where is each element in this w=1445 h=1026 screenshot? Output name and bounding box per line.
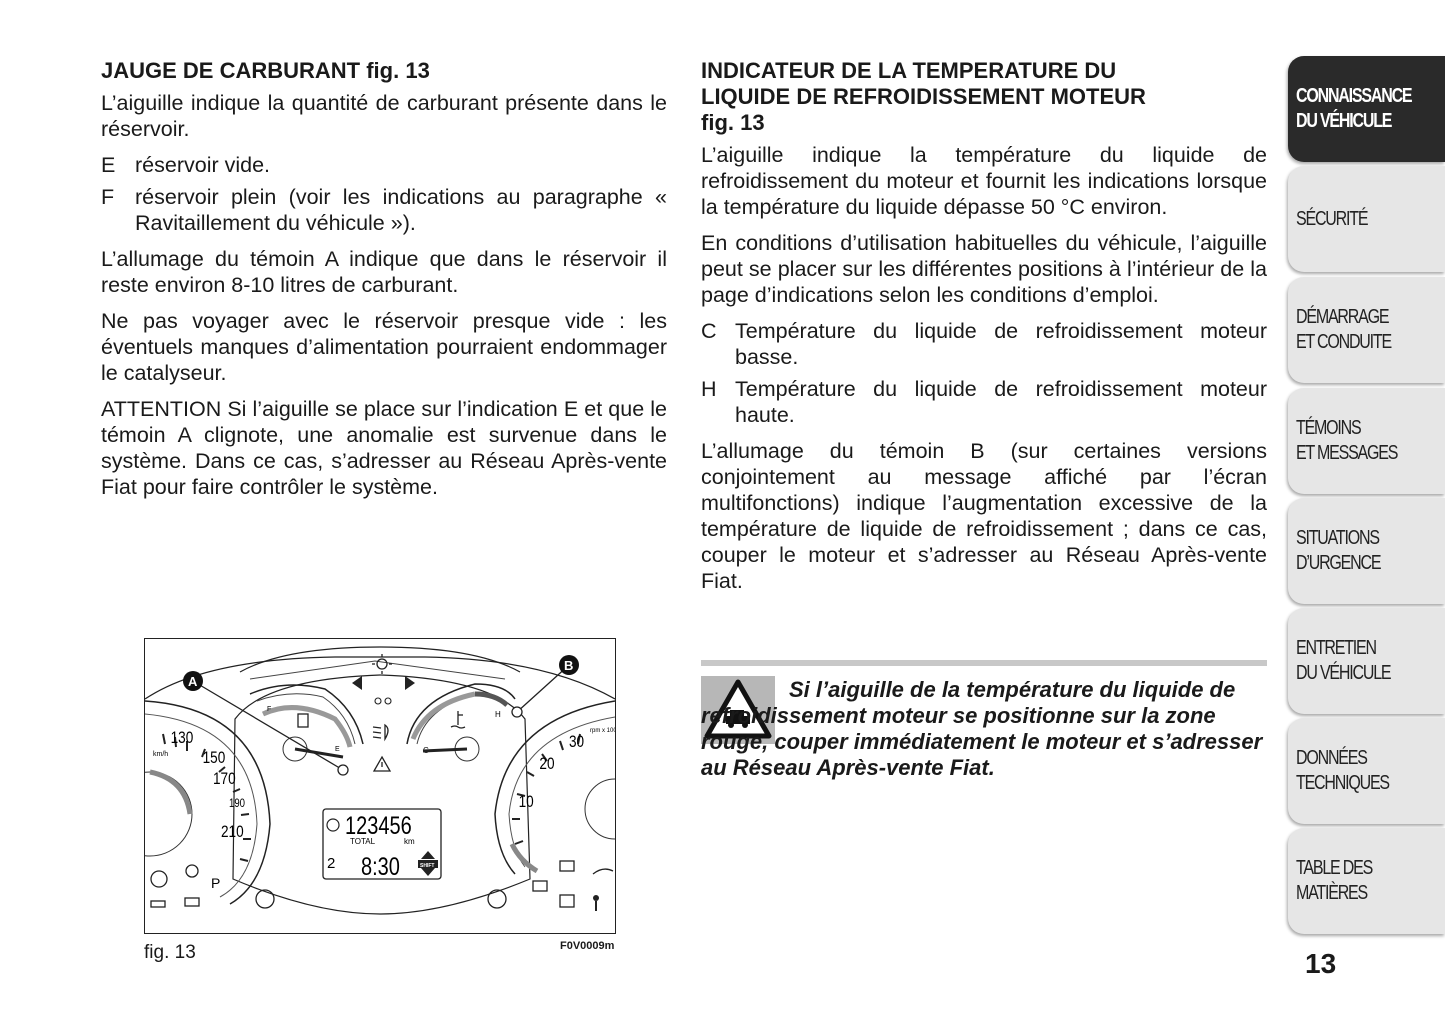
- temperature-para-2: En conditions d’utilisation habituelles du véhicule, l’aiguille peut se placer sur les différentes positions à l’intérieur de la page d’indications selon les conditions d’emploi.: [701, 231, 1267, 307]
- tab-connaissance-du-vehicule[interactable]: [1288, 56, 1445, 162]
- warning-text: [701, 677, 1267, 781]
- abs-icon: [186, 865, 198, 877]
- speed-tick-label: 130: [170, 728, 194, 748]
- instrument-panel-illustration: [145, 639, 615, 933]
- callout-b-label: B: [564, 658, 574, 673]
- tab-label: TÉMOINS ET MESSAGES: [1296, 417, 1398, 464]
- list-key: E: [101, 153, 116, 177]
- list-item: [701, 318, 1267, 370]
- speed-tick-label: 170: [213, 769, 236, 789]
- charge-icon: [560, 861, 574, 871]
- list-text: réservoir plein (voir les indications au paragraphe « Ravitaillement du véhicule »).: [135, 185, 667, 235]
- speed-tick-label: 210: [221, 822, 244, 842]
- list-text: Température du liquide de refroidissement moteur haute.: [735, 377, 1267, 427]
- position-lights-icon: [375, 698, 391, 704]
- speed-tick-label: 190: [229, 797, 246, 811]
- glow-plug-icon: [560, 895, 574, 907]
- tab-securite[interactable]: [1288, 166, 1445, 272]
- rear-fog-light-icon: [488, 890, 506, 908]
- total-label: TOTAL: [350, 837, 376, 846]
- list-key: C: [701, 319, 717, 343]
- temperature-para-3: L’allumage du témoin B (sur certaines versions conjointement au message affiché par l’écran multifonctions) indique l’augmentation excessive de la température de liquide de refroidissement ; dans ce cas, couper le moteur et s’adresser au Réseau Après-vente Fiat.: [701, 439, 1267, 593]
- list-key: F: [101, 185, 115, 209]
- fuel-gauge-heading: JAUGE DE CARBURANT fig. 13: [101, 58, 430, 83]
- tab-label: SÉCURITÉ: [1296, 207, 1368, 230]
- list-item: [101, 152, 667, 178]
- list-text: Température du liquide de refroidissement moteur basse.: [735, 319, 1267, 369]
- low-beam-icon: [373, 725, 388, 739]
- service-icon: [327, 819, 339, 831]
- warning-message: Si l’aiguille de la température du liquide de refroidissement moteur se positionne sur la zone rouge, couper immédiatement le moteur et s’adresser au Réseau Après-vente Fiat.: [701, 677, 1263, 780]
- fuel-mark-label: E: [335, 746, 340, 753]
- tab-label: ENTRETIEN DU VÉHICULE: [1296, 637, 1391, 684]
- figure-caption: fig. 13: [144, 942, 196, 963]
- warning-divider: [701, 660, 1267, 666]
- parking-indicator: P: [211, 875, 221, 891]
- list-text: réservoir vide.: [135, 153, 271, 177]
- right-column: [701, 58, 1267, 604]
- list-item: [701, 376, 1267, 428]
- instrument-panel-figure: [144, 638, 616, 934]
- tab-label: DONNÉES TECHNIQUES: [1296, 747, 1389, 794]
- list-item: [101, 184, 667, 236]
- tab-label: DÉMARRAGE ET CONDUITE: [1296, 306, 1391, 353]
- speed-unit: km/h: [153, 751, 169, 758]
- engine-check-icon: [533, 881, 547, 891]
- tab-table-des-matieres[interactable]: [1288, 828, 1445, 934]
- rpm-tick-label: 20: [539, 754, 555, 774]
- tab-entretien-du-vehicule[interactable]: [1288, 608, 1445, 714]
- list-key: H: [701, 377, 717, 401]
- fuel-pump-icon: [298, 714, 308, 727]
- battery-icon: [151, 901, 165, 907]
- rpm-unit: rpm x 100: [590, 728, 615, 734]
- front-fog-light-icon: [256, 890, 274, 908]
- tab-temoins-et-messages[interactable]: [1288, 388, 1445, 494]
- callout-a-label: A: [188, 674, 198, 689]
- coolant-temperature-icon: [451, 711, 465, 728]
- figure-code: F0V0009m: [560, 940, 615, 952]
- clock-value: 8:30: [361, 852, 400, 881]
- tab-donnees-techniques[interactable]: [1288, 718, 1445, 824]
- temp-mark-label: H: [495, 710, 501, 719]
- odometer-value: 123456: [345, 811, 412, 840]
- fuel-mark-label: F: [267, 706, 272, 713]
- turn-right-icon: [405, 676, 415, 690]
- shift-label: SHIFT: [420, 863, 435, 869]
- left-column: [101, 58, 667, 510]
- hazard-warning-icon: [374, 757, 390, 771]
- oil-pressure-icon: [593, 869, 613, 874]
- brake-warning-icon: [151, 871, 167, 887]
- fuel-empty-paragraph: Ne pas voyager avec le réservoir presque vide : les éventuels manques d’alimentation pourraient endommager le catalyseur.: [101, 309, 667, 385]
- airbag-icon: [593, 895, 599, 911]
- tab-label: CONNAISSANCE DU VÉHICULE: [1296, 85, 1412, 132]
- tab-label: TABLE DES MATIÈRES: [1296, 857, 1373, 904]
- temperature-para-1: L’aiguille indique la température du liquide de refroidissement du moteur et fournit les indications lorsque la température du liquide dépasse 50 °C environ.: [701, 143, 1267, 219]
- km-label: km: [404, 837, 415, 846]
- rpm-tick-label: 30: [569, 732, 585, 752]
- rpm-tick-label: 10: [518, 792, 534, 812]
- tab-situations-durgence[interactable]: [1288, 498, 1445, 604]
- speed-tick-label: 150: [202, 748, 226, 768]
- temperature-heading: INDICATEUR DE LA TEMPERATURE DU LIQUIDE DE REFROIDISSEMENT MOTEUR fig. 13: [701, 58, 1146, 135]
- tab-demarrage-et-conduite[interactable]: [1288, 277, 1445, 383]
- door-open-icon: [185, 898, 199, 906]
- tab-label: SITUATIONS D’URGENCE: [1296, 527, 1381, 574]
- fuel-intro: L’aiguille indique la quantité de carburant présente dans le réservoir.: [101, 91, 667, 141]
- turn-left-icon: [352, 676, 362, 690]
- page-number: 13: [1305, 948, 1337, 979]
- fuel-lamp-paragraph: L’allumage du témoin A indique que dans le réservoir il reste environ 8-10 litres de carburant.: [101, 247, 667, 297]
- attention-paragraph: ATTENTION Si l’aiguille se place sur l’indication E et que le témoin A clignote, une anomalie est survenue dans le système. Dans ce cas, s’adresser au Réseau Après-vente Fiat pour faire contrôler le système.: [101, 397, 667, 499]
- gear-indicator: 2: [327, 855, 336, 872]
